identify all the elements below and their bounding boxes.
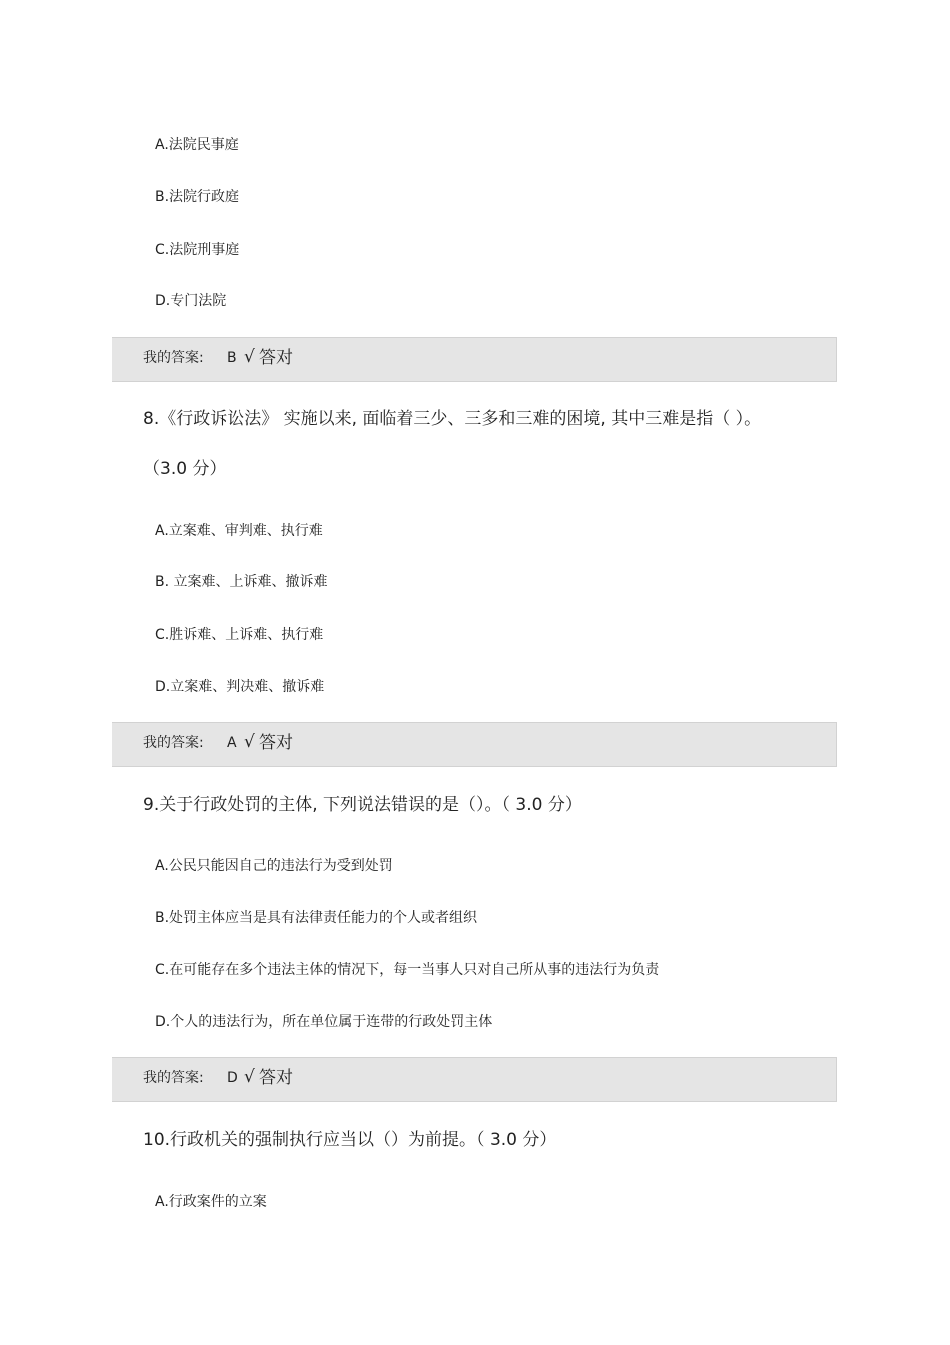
check-icon: √ (244, 732, 255, 752)
q9-title: 9.关于行政处罚的主体, 下列说法错误的是（）。（ 3.0 分） (143, 795, 582, 815)
answer-letter: A (227, 735, 237, 751)
q7-option-b: B.法院行政庭 (155, 189, 240, 205)
q8-option-d: D.立案难、判决难、撤诉难 (155, 679, 325, 695)
q10-title: 10.行政机关的强制执行应当以（）为前提。（ 3.0 分） (143, 1130, 557, 1150)
answer-letter: B (227, 350, 237, 366)
answer-label: 我的答案: (143, 1070, 204, 1086)
q8-option-b: B. 立案难、上诉难、撤诉难 (155, 574, 328, 590)
q7-option-c: C.法院刑事庭 (155, 242, 240, 258)
q8-option-a: A.立案难、审判难、执行难 (155, 523, 323, 539)
q9-option-d: D.个人的违法行为，所在单位属于连带的行政处罚主体 (155, 1014, 493, 1030)
answer-label: 我的答案: (143, 350, 204, 366)
answer-result: 答对 (259, 733, 293, 753)
q10-option-a: A.行政案件的立案 (155, 1194, 267, 1210)
q7-answer-bar (112, 337, 837, 382)
q7-option-d: D.专门法院 (155, 293, 227, 309)
check-icon: √ (244, 347, 255, 367)
answer-letter: D (227, 1070, 238, 1086)
q9-option-b: B.处罚主体应当是具有法律责任能力的个人或者组织 (155, 910, 478, 926)
q9-option-a: A.公民只能因自己的违法行为受到处罚 (155, 858, 393, 874)
q8-title: 8.《行政诉讼法》 实施以来, 面临着三少、三多和三难的困境, 其中三难是指（ ）。 (143, 409, 762, 429)
q9-option-c: C.在可能存在多个违法主体的情况下，每一当事人只对自己所从事的违法行为负责 (155, 962, 660, 978)
q8-answer-bar (112, 722, 837, 767)
q7-option-a: A.法院民事庭 (155, 137, 239, 153)
check-icon: √ (244, 1067, 255, 1087)
answer-label: 我的答案: (143, 735, 204, 751)
q8-option-c: C.胜诉难、上诉难、执行难 (155, 627, 324, 643)
q9-answer-bar (112, 1057, 837, 1102)
answer-result: 答对 (259, 348, 293, 368)
q8-score: （3.0 分） (143, 459, 227, 479)
answer-result: 答对 (259, 1068, 293, 1088)
